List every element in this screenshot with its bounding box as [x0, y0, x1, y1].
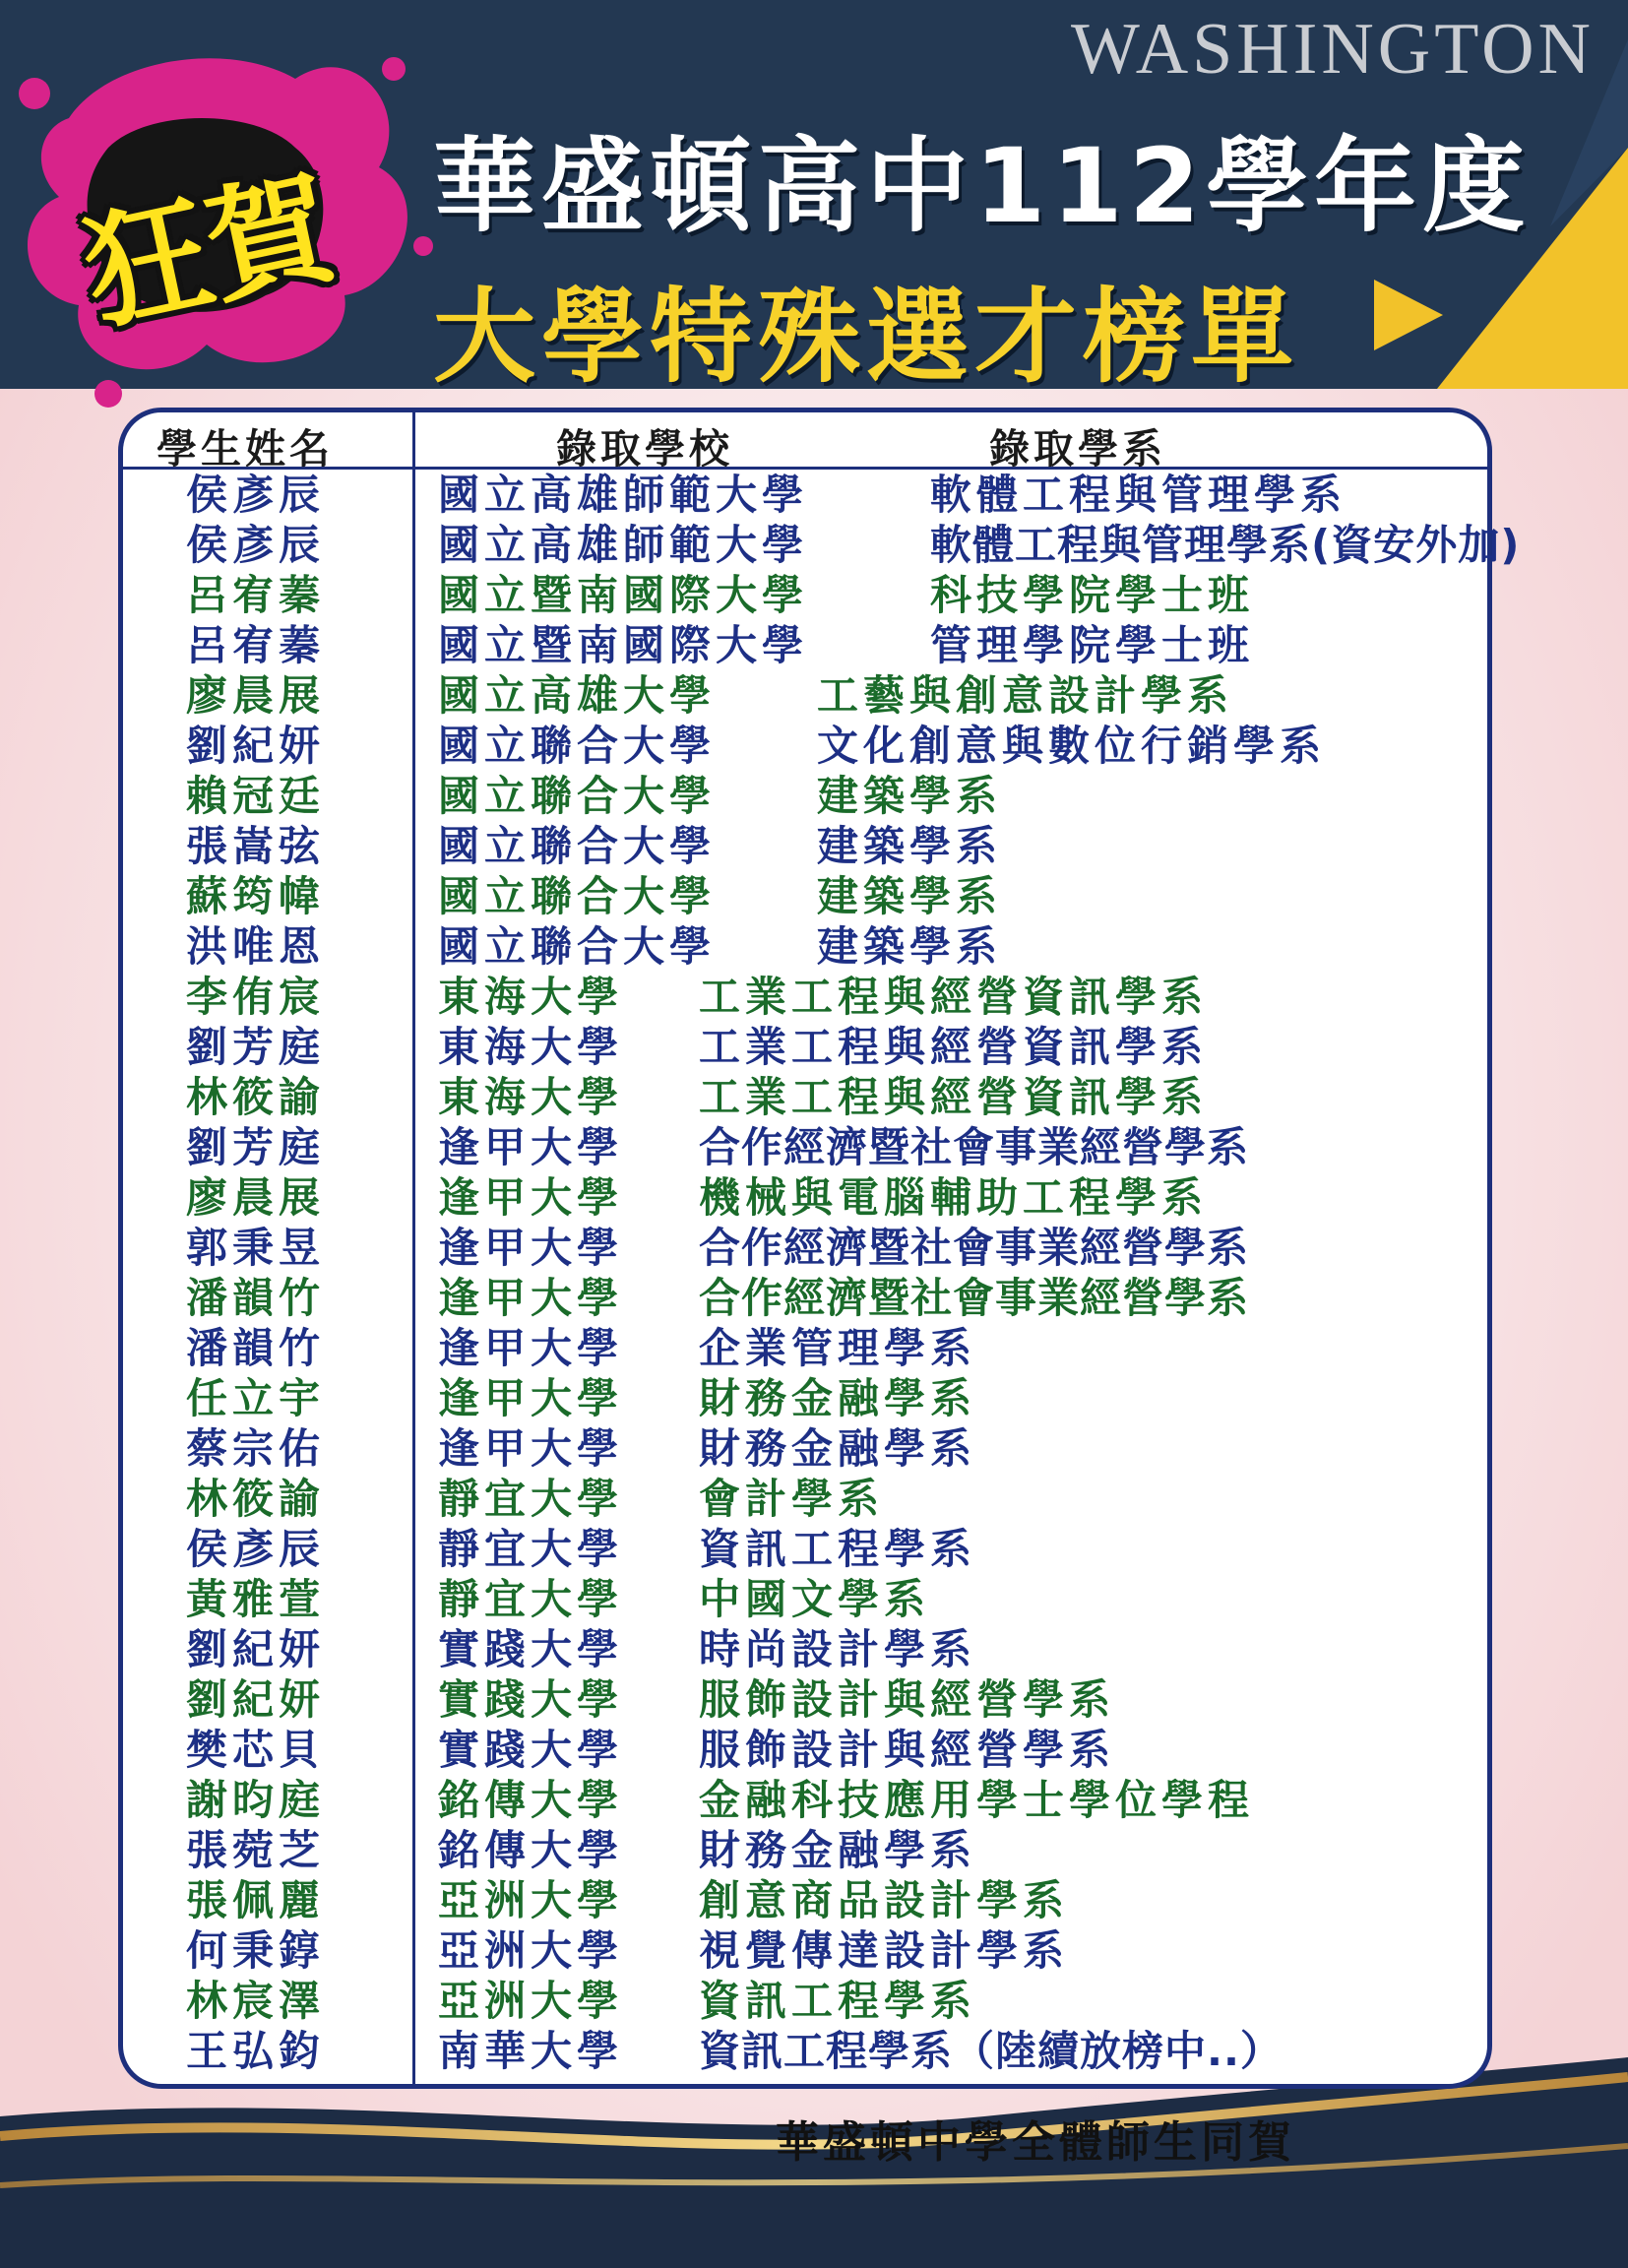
- table-row: [123, 1423, 1487, 1474]
- badge-text: 狂賀: [72, 154, 345, 347]
- table-row: [123, 771, 1487, 821]
- admitted-school: 逢甲大學: [438, 1123, 624, 1171]
- header-school: 錄取學校: [556, 425, 733, 472]
- admitted-department: 中國文學系: [699, 1575, 931, 1623]
- table-row: [123, 1775, 1487, 1825]
- admitted-school: 國立聯合大學: [438, 822, 717, 870]
- admitted-department: 時尚設計學系: [699, 1625, 977, 1673]
- student-name: 樊芯貝: [186, 1726, 326, 1774]
- student-name: 王弘鈞: [186, 2027, 326, 2075]
- table-row: [123, 1624, 1487, 1674]
- student-name: 洪唯恩: [186, 922, 326, 971]
- student-name: 侯彥辰: [186, 1525, 326, 1573]
- student-name: 侯彥辰: [186, 471, 326, 519]
- table-row: [123, 1825, 1487, 1875]
- admitted-school: 國立高雄大學: [438, 671, 717, 720]
- student-name: 劉紀妍: [186, 1625, 326, 1673]
- admitted-department: 工藝與創意設計學系: [817, 671, 1234, 720]
- admitted-school: 國立聯合大學: [438, 922, 717, 971]
- admitted-department: 財務金融學系: [699, 1424, 977, 1473]
- student-name: 郭秉昱: [186, 1224, 326, 1272]
- table-row: [123, 620, 1487, 670]
- table-row: [123, 1574, 1487, 1624]
- admitted-department: 文化創意與數位行銷學系: [817, 722, 1327, 770]
- table-row: [123, 1122, 1487, 1172]
- table-row: [123, 1323, 1487, 1373]
- table-row: [123, 1223, 1487, 1273]
- student-name: 潘韻竹: [186, 1274, 326, 1322]
- table-row: [123, 670, 1487, 721]
- admitted-department: 合作經濟暨社會事業經營學系: [699, 1224, 1250, 1272]
- student-name: 潘韻竹: [186, 1324, 326, 1372]
- admitted-department: 視覺傳達設計學系: [699, 1926, 1070, 1975]
- table-row: [123, 1674, 1487, 1725]
- admitted-school: 逢甲大學: [438, 1274, 624, 1322]
- student-name: 廖晨展: [186, 1173, 326, 1222]
- table-row: [123, 470, 1487, 520]
- page-title: 華盛頓高中112學年度: [433, 126, 1532, 246]
- admitted-department: 財務金融學系: [699, 1374, 977, 1422]
- table-row: [123, 1524, 1487, 1574]
- page-subtitle: 大學特殊選才榜單: [433, 277, 1300, 397]
- header-student-name: 學生姓名: [157, 425, 334, 472]
- admitted-department: 工業工程與經營資訊學系: [699, 973, 1209, 1021]
- admitted-department: 軟體工程與管理學系(資安外加): [930, 521, 1521, 569]
- student-name: 黃雅萱: [186, 1575, 326, 1623]
- admitted-school: 東海大學: [438, 1073, 624, 1121]
- admitted-department: 科技學院學士班: [930, 571, 1255, 619]
- table-row: [123, 1725, 1487, 1775]
- admitted-school: 逢甲大學: [438, 1224, 624, 1272]
- student-name: 賴冠廷: [186, 772, 326, 820]
- brand-wordmark: WASHINGTON: [1071, 9, 1595, 90]
- student-name: 侯彥辰: [186, 521, 326, 569]
- admitted-department: 財務金融學系: [699, 1826, 977, 1874]
- student-name: 張菀芝: [186, 1826, 326, 1874]
- admitted-department: 建築學系: [817, 922, 1003, 971]
- play-triangle-icon: [1370, 276, 1447, 354]
- table-row: [123, 1875, 1487, 1925]
- admitted-department: 金融科技應用學士學位學程: [699, 1776, 1255, 1824]
- student-name: 林筱諭: [186, 1475, 326, 1523]
- admitted-department: 建築學系: [817, 822, 1003, 870]
- table-row: [123, 1072, 1487, 1122]
- admitted-department: 合作經濟暨社會事業經營學系: [699, 1123, 1250, 1171]
- student-name: 李侑宸: [186, 973, 326, 1021]
- admitted-department: 企業管理學系: [699, 1324, 977, 1372]
- table-row: [123, 520, 1521, 570]
- table-row: [123, 821, 1487, 871]
- admitted-school: 國立高雄師範大學: [438, 521, 809, 569]
- admitted-department: 工業工程與經營資訊學系: [699, 1073, 1209, 1121]
- admitted-department: 機械與電腦輔助工程學系: [699, 1173, 1209, 1222]
- admitted-department: 資訊工程學系: [699, 1977, 977, 2025]
- admitted-school: 銘傳大學: [438, 1776, 624, 1824]
- student-name: 蘇筠幃: [186, 872, 326, 920]
- table-row: [123, 1925, 1487, 1976]
- table-row: [123, 1373, 1487, 1423]
- admitted-school: 實踐大學: [438, 1675, 624, 1724]
- admitted-school: 南華大學: [438, 2027, 624, 2075]
- admitted-school: 逢甲大學: [438, 1173, 624, 1222]
- admitted-school: 實踐大學: [438, 1726, 624, 1774]
- admitted-school: 國立暨南國際大學: [438, 621, 809, 669]
- table-row: [123, 570, 1487, 620]
- admitted-department: 合作經濟暨社會事業經營學系: [699, 1274, 1250, 1322]
- admitted-department: 建築學系: [817, 872, 1003, 920]
- admitted-school: 靜宜大學: [438, 1575, 624, 1623]
- table-row: [123, 972, 1487, 1022]
- admitted-department: 服飾設計與經營學系: [699, 1726, 1116, 1774]
- admitted-school: 靜宜大學: [438, 1525, 624, 1573]
- admitted-school: 亞洲大學: [438, 1876, 624, 1924]
- student-name: 張佩麗: [186, 1876, 326, 1924]
- table-body: [123, 470, 1521, 2076]
- admitted-school: 國立聯合大學: [438, 722, 717, 770]
- student-name: 呂宥蓁: [186, 571, 326, 619]
- admitted-school: 東海大學: [438, 1023, 624, 1071]
- admitted-department: 建築學系: [817, 772, 1003, 820]
- student-name: 呂宥蓁: [186, 621, 326, 669]
- admitted-school: 國立暨南國際大學: [438, 571, 809, 619]
- admitted-school: 東海大學: [438, 973, 624, 1021]
- table-row: [123, 1474, 1487, 1524]
- admitted-school: 國立聯合大學: [438, 872, 717, 920]
- admitted-school: 銘傳大學: [438, 1826, 624, 1874]
- admitted-department: 管理學院學士班: [930, 621, 1255, 669]
- student-name: 林筱諭: [186, 1073, 326, 1121]
- table-row: [123, 1022, 1487, 1072]
- admitted-department: 工業工程與經營資訊學系: [699, 1023, 1209, 1071]
- student-name: 劉紀妍: [186, 722, 326, 770]
- table-row: [123, 921, 1487, 972]
- admitted-school: 國立高雄師範大學: [438, 471, 809, 519]
- admitted-school: 國立聯合大學: [438, 772, 717, 820]
- admitted-department: 服飾設計與經營學系: [699, 1675, 1116, 1724]
- table-row: [123, 871, 1487, 921]
- admitted-school: 靜宜大學: [438, 1475, 624, 1523]
- admitted-department: 會計學系: [699, 1475, 885, 1523]
- student-name: 蔡宗佑: [186, 1424, 326, 1473]
- admitted-school: 逢甲大學: [438, 1324, 624, 1372]
- admitted-department: 軟體工程與管理學系: [930, 471, 1347, 519]
- student-name: 劉芳庭: [186, 1023, 326, 1071]
- table-row: [123, 1976, 1487, 2026]
- student-name: 廖晨展: [186, 671, 326, 720]
- admitted-department: 資訊工程學系（陸續放榜中..）: [699, 2027, 1283, 2075]
- admitted-school: 亞洲大學: [438, 1926, 624, 1975]
- header-department: 錄取學系: [989, 425, 1166, 472]
- student-name: 劉芳庭: [186, 1123, 326, 1171]
- student-name: 張嵩弦: [186, 822, 326, 870]
- student-name: 謝昀庭: [186, 1776, 326, 1824]
- admitted-school: 亞洲大學: [438, 1977, 624, 2025]
- admitted-department: 創意商品設計學系: [699, 1876, 1070, 1924]
- table-row: [123, 721, 1487, 771]
- student-name: 林宸澤: [186, 1977, 326, 2025]
- admitted-school: 逢甲大學: [438, 1374, 624, 1422]
- admitted-department: 資訊工程學系: [699, 1525, 977, 1573]
- admitted-school: 逢甲大學: [438, 1424, 624, 1473]
- student-name: 何秉錞: [186, 1926, 326, 1975]
- table-row: [123, 2026, 1487, 2076]
- admitted-school: 實踐大學: [438, 1625, 624, 1673]
- results-table: [118, 408, 1521, 2089]
- student-name: 任立宇: [186, 1374, 326, 1422]
- student-name: 劉紀妍: [186, 1675, 326, 1724]
- table-row: [123, 1172, 1487, 1223]
- table-row: [123, 1273, 1487, 1323]
- footer-congratulations: 華盛頓中學全體師生同賀: [776, 2117, 1295, 2168]
